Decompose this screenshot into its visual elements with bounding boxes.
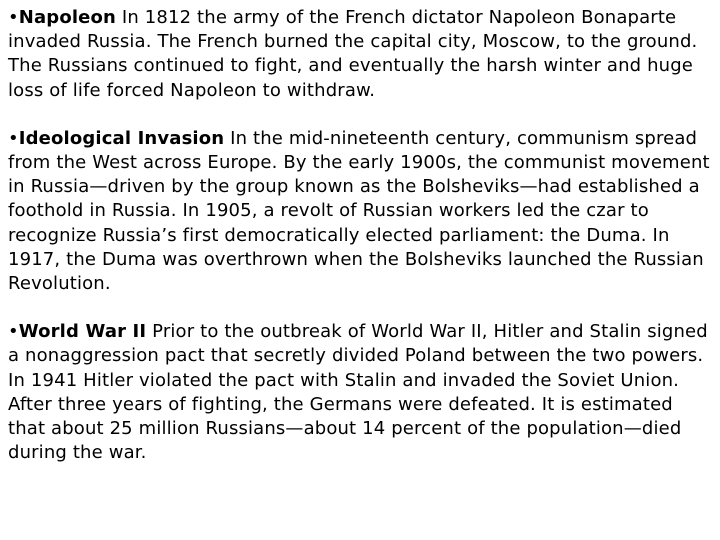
paragraph-ideological-invasion [8, 127, 714, 296]
bullet: • [8, 127, 19, 149]
bullet: • [8, 7, 19, 28]
paragraph-text-ideological-invasion: In the mid-nineteenth century, communism spread from the West across Europe. By the early 1900s, the communist movement in Russia—driven by the group known as the Bolsheviks—had established a foothold in Russia. In 1905, a revolt of Russian workers led the czar to recognize Russia’s first democratically elected parliament: the Duma. In 1917, the Duma was overthrown when the Bolsheviks launched the Russian Revolution. [8, 127, 710, 295]
term-world-war-ii: World War II [18, 321, 147, 343]
paragraph-text-world-war-ii: Prior to the outbreak of World War II, Hitler and Stalin signed a nonaggression pact that secretly divided Poland between the two powers. In 1941 Hitler violated the pact with Stalin and invaded the Soviet Union. After three years of fighting, the Germans were defeated. It is estimated that about 25 million Russians—about 14 percent of the population—died during the war. [8, 321, 708, 464]
bullet: • [8, 321, 19, 343]
term-ideological-invasion: Ideological Invasion [18, 127, 225, 149]
paragraph-world-war-ii [8, 320, 714, 465]
paragraph-text-napoleon: In 1812 the army of the French dictator Napoleon Bonaparte invaded Russia. The French burned the capital city, Moscow, to the ground. The Russians continued to fight, and eventually the harsh winter and huge loss of life forced Napoleon to withdraw. [8, 7, 698, 101]
term-napoleon: Napoleon [18, 7, 117, 28]
paragraph-napoleon [8, 6, 714, 103]
document-body [8, 6, 714, 465]
